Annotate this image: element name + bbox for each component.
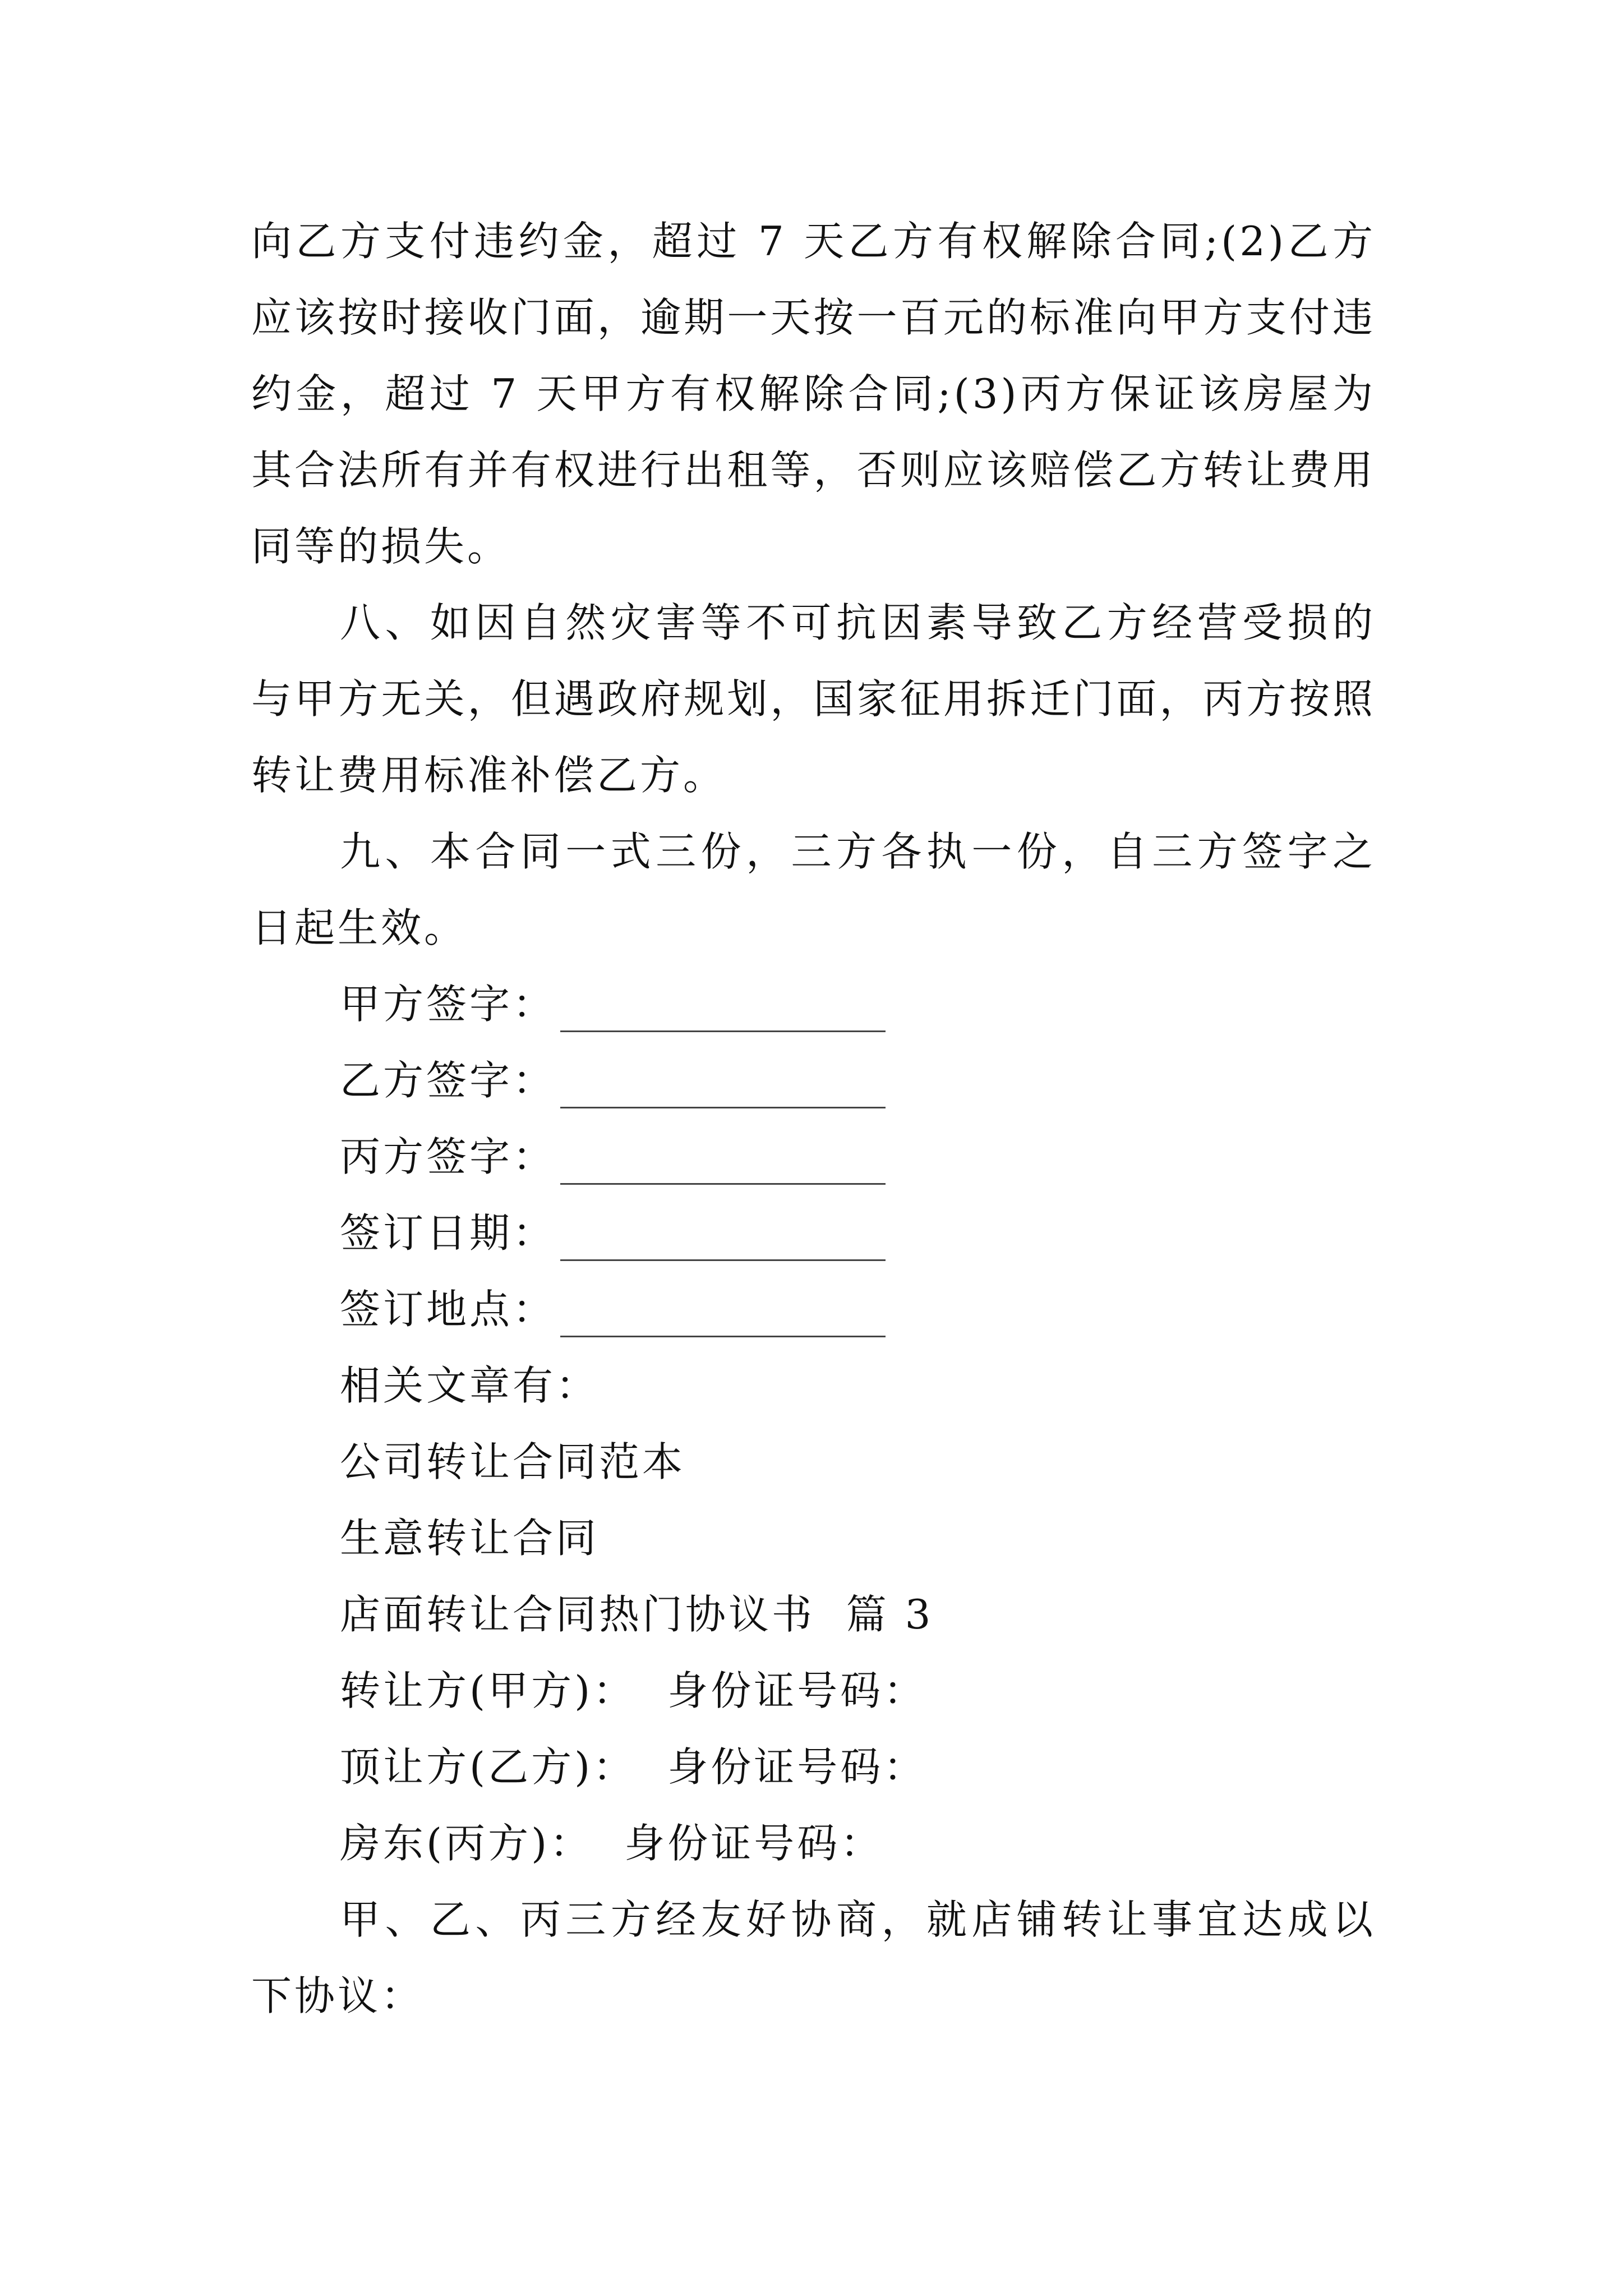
signature-label: 签订地点： bbox=[340, 1286, 556, 1333]
paragraph-agreement-intro: 甲、乙、丙三方经友好协商，就店铺转让事宜达成以下协议： bbox=[251, 1896, 1376, 2019]
signature-label: 签订日期： bbox=[340, 1209, 556, 1257]
paragraph-copies: 九、本合同一式三份，三方各执一份，自三方签字之日起生效。 bbox=[251, 828, 1376, 951]
section-title: 店面转让合同热门协议书 篇 3 bbox=[340, 1591, 934, 1638]
signature-row-date bbox=[251, 1195, 1376, 1271]
signature-row-party-c bbox=[251, 1119, 1376, 1195]
paragraph-liability: 向乙方支付违约金，超过 7 天乙方有权解除合同;(2)乙方应该按时接收门面，逾期一天按一百元的标准向甲方支付违约金，超过 7 天甲方有权解除合同;(3)丙方保证该房屋为其合法所有并有权进行出租等，否则应该赔偿乙方转让费用同等的损失。 bbox=[251, 218, 1376, 570]
id-number-label: 身份证号码： bbox=[624, 1820, 884, 1867]
signature-row-place bbox=[251, 1271, 1376, 1347]
signature-blank-line[interactable] bbox=[560, 1284, 886, 1337]
party-row-transferee bbox=[251, 1729, 1376, 1805]
signature-row-party-a bbox=[251, 966, 1376, 1042]
signature-label: 乙方签字： bbox=[340, 1057, 556, 1104]
signature-row-party-b bbox=[251, 1042, 1376, 1119]
related-articles-heading: 相关文章有： bbox=[340, 1362, 600, 1409]
signature-label: 甲方签字： bbox=[340, 981, 556, 1028]
signature-blank-line[interactable] bbox=[560, 979, 886, 1032]
signature-blank-line[interactable] bbox=[560, 1208, 886, 1261]
id-number-label: 身份证号码： bbox=[667, 1743, 927, 1791]
signature-label: 丙方签字： bbox=[340, 1133, 556, 1180]
party-role: 转让方(甲方)： bbox=[340, 1667, 637, 1714]
document-page bbox=[251, 203, 1376, 2034]
paragraph-force-majeure: 八、如因自然灾害等不可抗因素导致乙方经营受损的与甲方无关，但遇政府规划，国家征用拆迁门面，丙方按照转让费用标准补偿乙方。 bbox=[251, 599, 1376, 799]
party-row-landlord bbox=[251, 1805, 1376, 1881]
id-number-label: 身份证号码： bbox=[667, 1667, 927, 1714]
party-role: 房东(丙方)： bbox=[340, 1820, 593, 1867]
related-article-link[interactable]: 公司转让合同范本 bbox=[340, 1438, 686, 1485]
signature-blank-line[interactable] bbox=[560, 1131, 886, 1185]
party-row-transferor bbox=[251, 1653, 1376, 1729]
signature-blank-line[interactable] bbox=[560, 1055, 886, 1108]
party-role: 顶让方(乙方)： bbox=[340, 1743, 637, 1791]
related-article-link[interactable]: 生意转让合同 bbox=[340, 1515, 600, 1562]
